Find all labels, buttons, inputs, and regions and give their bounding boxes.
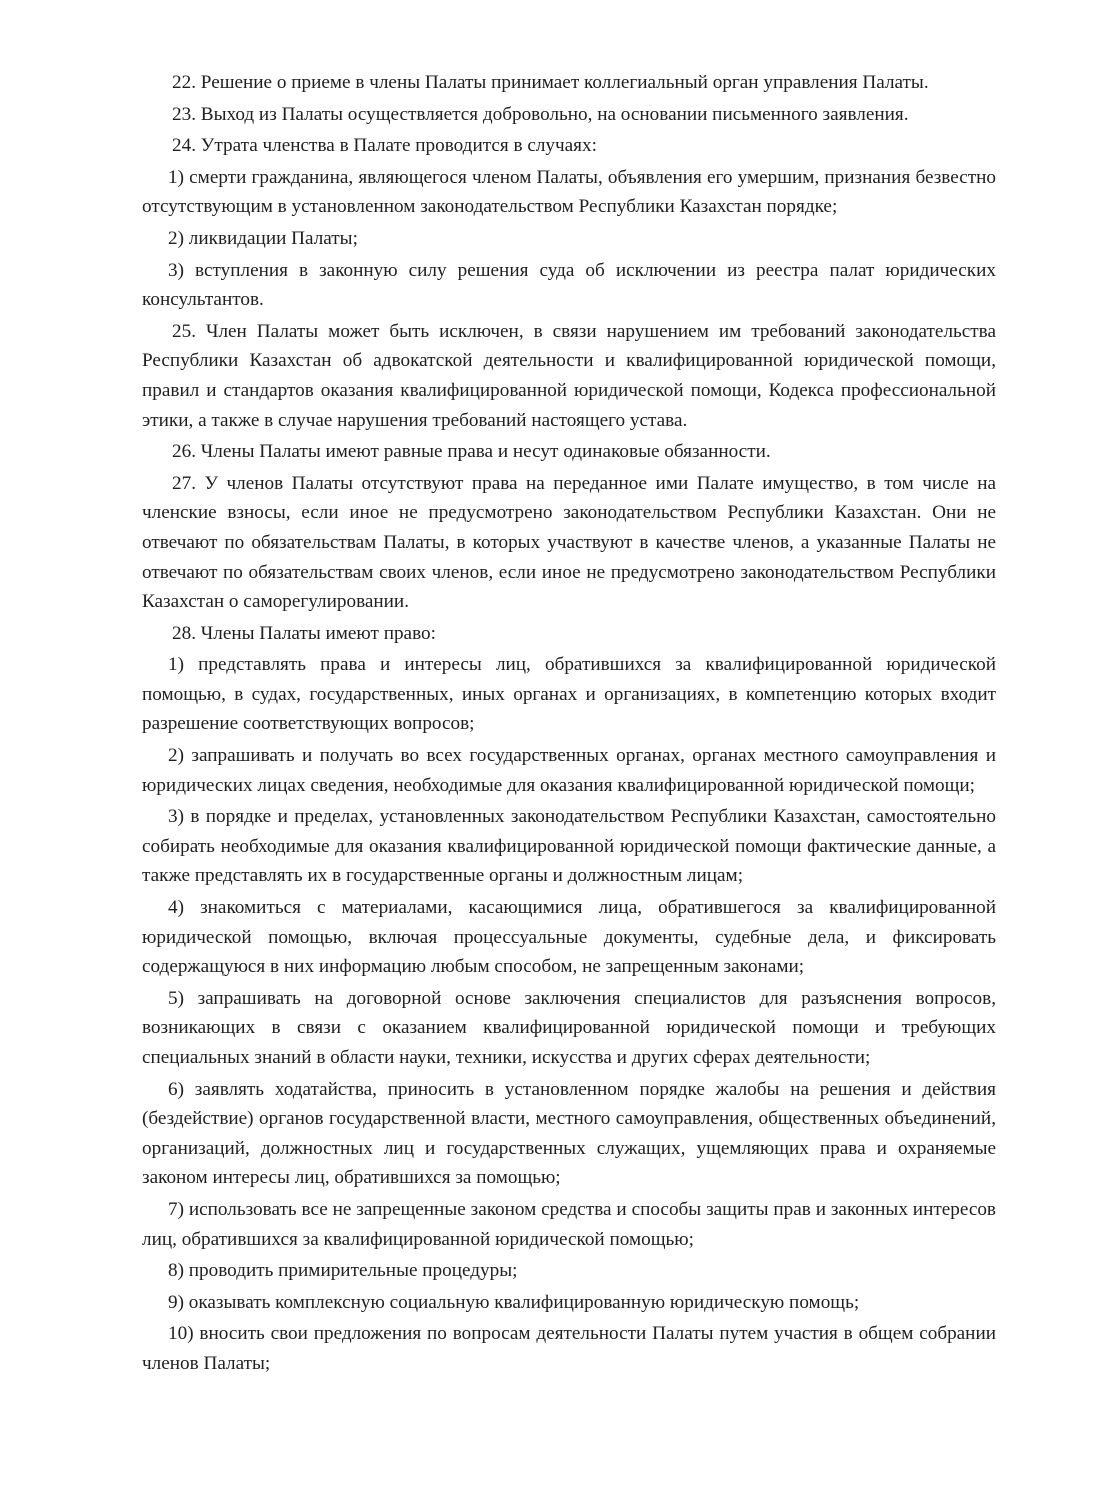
paragraph-28-item-2: 2) запрашивать и получать во всех государственных органах, органах местного самоуправления и юридических лицах сведения, необходимые для оказания квалифицированной юридической помощи; — [142, 745, 996, 796]
paragraph-28-item-6: 6) заявлять ходатайства, приносить в установленном порядке жалобы на решения и действия (бездействие) органов государственной власти, местного самоуправления, общественных объединений, организаций, должностных лиц и государственных служащих, ущемляющих права и охраняемые законом интересы лиц, обратившихся за помощью; — [142, 1078, 996, 1189]
paragraph-28-item-3: 3) в порядке и пределах, установленных законодательством Республики Казахстан, самостоятельно собирать необходимые для оказания квалифицированной юридической помощи фактические данные, а также представлять их в государственные органы и должностным лицам; — [142, 806, 996, 887]
paragraph-28-item-8: 8) проводить примирительные процедуры; — [168, 1260, 518, 1282]
paragraph-28-item-7: 7) использовать все не запрещенные законом средства и способы защиты прав и законных интересов лиц, обратившихся за квалифицированной юридической помощью; — [142, 1198, 996, 1250]
paragraph-27: 27. У членов Палаты отсутствуют права на переданное ими Палате имущество, в том числе на членские взносы, если иное не предусмотрено законодательством Республики Казахстан. Они не отвечают по обязательствам Палаты, в которых участвуют в качестве членов, а указанные Палаты не отвечают по обязательствам своих членов, если иное не предусмотрено законодательством Республики Казахстан о саморегулировании. — [142, 472, 996, 613]
paragraph-28-item-9: 9) оказывать комплексную социальную квалифицированную юридическую помощь; — [168, 1291, 860, 1313]
paragraph-28-item-5: 5) запрашивать на договорной основе заключения специалистов для разъяснения вопросов, возникающих в связи с оказанием квалифицированной юридической помощи и требующих специальных знаний в области науки, техники, искусства и других сферах деятельности; — [142, 987, 996, 1068]
paragraph-23: 23. Выход из Палаты осуществляется добровольно, на основании письменного заявления. — [172, 103, 909, 125]
paragraph-28-item-4: 4) знакомиться с материалами, касающимися лица, обратившегося за квалифицированной юридической помощью, включая процессуальные документы, судебные дела, и фиксировать содержащуюся в них информацию любым способом, не запрещенным законами; — [142, 897, 996, 978]
paragraph-24-item-2: 2) ликвидации Палаты; — [168, 227, 358, 249]
paragraph-24-item-1: 1) смерти гражданина, являющегося членом Палаты, объявления его умершим, признания безвестно отсутствующим в установленном законодательством Республики Казахстан порядке; — [142, 166, 996, 218]
document-body — [142, 68, 996, 1381]
paragraph-22: 22. Решение о приеме в члены Палаты принимает коллегиальный орган управления Палаты. — [172, 72, 929, 93]
paragraph-28: 28. Члены Палаты имеют право: — [172, 622, 436, 644]
paragraph-25: 25. Член Палаты может быть исключен, в связи нарушением им требований законодательства Республики Казахстан об адвокатской деятельности и квалифицированной юридической помощи, правил и стандартов оказания квалифицированной юридической помощи, Кодекса профессиональной этики, а также в случае нарушения требований настоящего устава. — [142, 320, 996, 431]
paragraph-24-item-3: 3) вступления в законную силу решения суда об исключении из реестра палат юридических консультантов. — [142, 259, 996, 311]
paragraph-24: 24. Утрата членства в Палате проводится в случаях: — [172, 135, 597, 157]
paragraph-28-item-1: 1) представлять права и интересы лиц, обратившихся за квалифицированной юридической помощью, в судах, государственных, иных органах и организациях, в компетенцию которых входит разрешение соответствующих вопросов; — [142, 654, 996, 735]
paragraph-26: 26. Члены Палаты имеют равные права и несут одинаковые обязанности. — [172, 441, 771, 463]
paragraph-28-item-10: 10) вносить свои предложения по вопросам деятельности Палаты путем участия в общем собрании членов Палаты; — [142, 1323, 996, 1374]
